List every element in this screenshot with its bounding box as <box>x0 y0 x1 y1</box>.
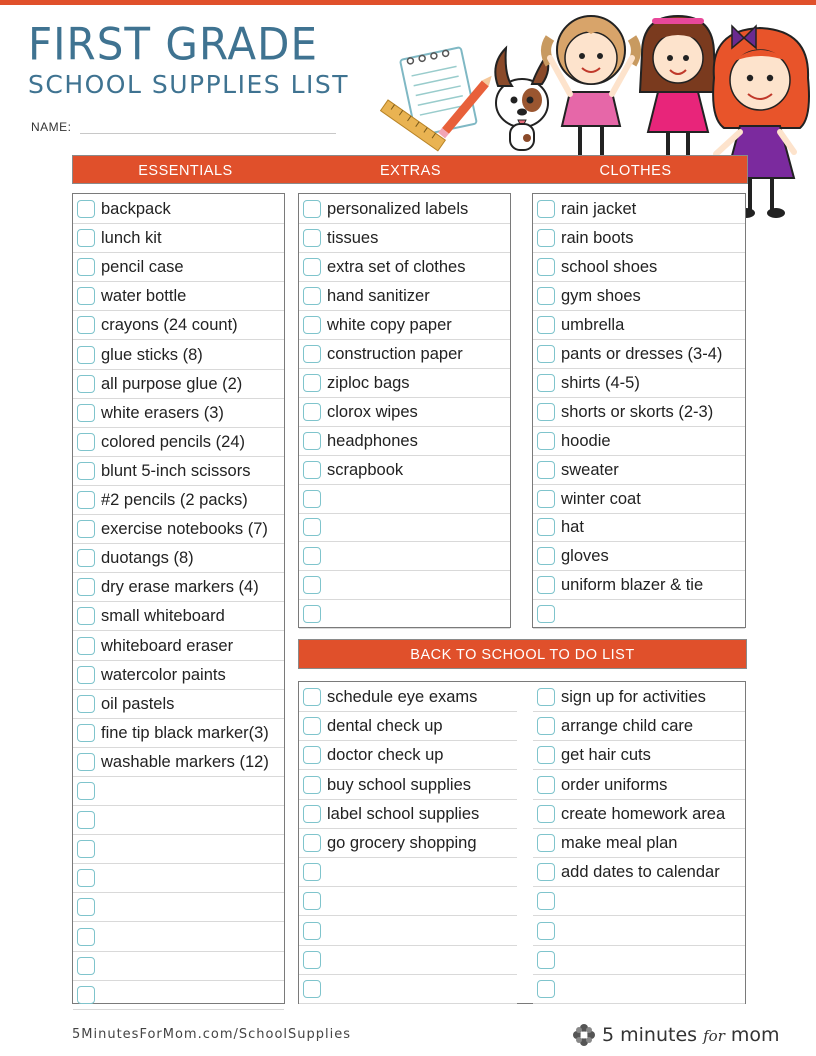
checklist-item[interactable] <box>299 829 517 858</box>
checkbox[interactable] <box>303 805 321 823</box>
checkbox[interactable] <box>77 869 95 887</box>
checkbox[interactable] <box>303 547 321 565</box>
checklist-item[interactable] <box>73 544 284 573</box>
checklist-item[interactable] <box>299 542 510 571</box>
checklist-item[interactable] <box>73 777 284 806</box>
checkbox[interactable] <box>303 374 321 392</box>
checklist-item[interactable] <box>73 981 284 1010</box>
checklist-item[interactable] <box>73 428 284 457</box>
checklist-item[interactable] <box>533 485 745 514</box>
checklist-item-label: extra set of clothes <box>327 257 466 276</box>
checklist-item[interactable] <box>533 456 745 485</box>
checkbox[interactable] <box>303 776 321 794</box>
checklist-item[interactable] <box>533 946 745 975</box>
checklist-item-label: crayons (24 count) <box>101 316 238 335</box>
checklist-item[interactable] <box>533 800 745 829</box>
checkbox[interactable] <box>77 753 95 771</box>
checkbox[interactable] <box>537 834 555 852</box>
checklist-item-label: small whiteboard <box>101 607 225 626</box>
checklist-item[interactable] <box>533 771 745 800</box>
checkbox[interactable] <box>537 461 555 479</box>
checkbox[interactable] <box>537 605 555 623</box>
checklist-item[interactable] <box>533 858 745 887</box>
checkbox[interactable] <box>77 462 95 480</box>
checklist-item[interactable] <box>299 340 510 369</box>
checkbox[interactable] <box>537 258 555 276</box>
checklist-item[interactable] <box>299 858 517 887</box>
checkbox[interactable] <box>303 490 321 508</box>
checklist-item-label: ziploc bags <box>327 373 410 392</box>
checklist-item[interactable] <box>299 253 510 282</box>
checklist-item-label: watercolor paints <box>101 665 226 684</box>
checklist-item[interactable] <box>73 253 284 282</box>
checklist-item[interactable] <box>533 917 745 946</box>
checkbox[interactable] <box>303 688 321 706</box>
checkbox[interactable] <box>303 605 321 623</box>
checkbox[interactable] <box>77 229 95 247</box>
checklist-item-label: order uniforms <box>561 775 668 794</box>
checkbox[interactable] <box>303 892 321 910</box>
checklist-item[interactable] <box>73 311 284 340</box>
checklist-item[interactable] <box>299 887 517 916</box>
name-label: NAME: <box>31 120 72 134</box>
checklist-item[interactable] <box>73 893 284 922</box>
checklist-item-label: rain boots <box>561 228 634 247</box>
checkbox[interactable] <box>303 922 321 940</box>
checkbox[interactable] <box>77 520 95 538</box>
todo-header: BACK TO SCHOOL TO DO LIST <box>298 639 747 669</box>
checklist-item[interactable] <box>299 369 510 398</box>
checklist-item[interactable] <box>533 311 745 340</box>
checklist-item-label: shirts (4-5) <box>561 373 640 392</box>
checklist-item-label: add dates to calendar <box>561 863 720 882</box>
checklist-item[interactable] <box>533 741 745 770</box>
flower-logo-icon <box>570 1021 598 1049</box>
checklist-item-label: water bottle <box>101 287 187 306</box>
checklist-item-label: all purpose glue (2) <box>101 374 243 393</box>
name-field[interactable] <box>80 133 336 134</box>
checklist-item[interactable] <box>299 485 510 514</box>
checklist-item[interactable] <box>73 399 284 428</box>
checklist-item[interactable] <box>533 712 745 741</box>
checklist-item[interactable] <box>299 224 510 253</box>
checklist-item-label: dental check up <box>327 717 443 736</box>
checkbox[interactable] <box>77 986 95 1004</box>
checklist-item-label: colored pencils (24) <box>101 432 245 451</box>
checkbox[interactable] <box>77 607 95 625</box>
checklist-item-label: label school supplies <box>327 804 480 823</box>
checklist-item[interactable] <box>533 253 745 282</box>
girl-red-hair-icon <box>713 26 809 218</box>
checklist-item[interactable] <box>299 946 517 975</box>
checkbox[interactable] <box>303 717 321 735</box>
checklist-item[interactable] <box>299 600 510 629</box>
checklist-item[interactable] <box>299 741 517 770</box>
checklist-item[interactable] <box>533 542 745 571</box>
checkbox[interactable] <box>537 287 555 305</box>
checklist-item[interactable] <box>533 683 745 712</box>
checkbox[interactable] <box>537 951 555 969</box>
checklist-item-label: schedule eye exams <box>327 688 478 706</box>
checkbox[interactable] <box>77 898 95 916</box>
checklist-item[interactable] <box>73 370 284 399</box>
checkbox[interactable] <box>77 840 95 858</box>
checkbox[interactable] <box>303 432 321 450</box>
checklist-item[interactable] <box>73 632 284 661</box>
checklist-item-label: go grocery shopping <box>327 834 477 852</box>
checklist-item[interactable] <box>299 975 517 1004</box>
checkbox[interactable] <box>77 287 95 305</box>
checkbox[interactable] <box>303 316 321 334</box>
checklist-item[interactable] <box>299 917 517 946</box>
checklist-item[interactable] <box>533 282 745 311</box>
checklist-item-label: tissues <box>327 228 379 247</box>
checklist-item-label: backpack <box>101 200 171 218</box>
checklist-item[interactable] <box>299 195 510 224</box>
checklist-item[interactable] <box>533 887 745 916</box>
checklist-item-label: create homework area <box>561 804 726 823</box>
checkbox[interactable] <box>303 258 321 276</box>
checklist-item[interactable] <box>299 456 510 485</box>
checklist-item[interactable] <box>73 282 284 311</box>
checkbox[interactable] <box>77 811 95 829</box>
checklist-item[interactable] <box>299 683 517 712</box>
checklist-item[interactable] <box>533 340 745 369</box>
checkbox[interactable] <box>77 695 95 713</box>
row-divider <box>299 1003 517 1004</box>
checkbox[interactable] <box>77 258 95 276</box>
puppy-icon <box>495 48 548 150</box>
checkbox[interactable] <box>537 518 555 536</box>
checklist-item[interactable] <box>73 515 284 544</box>
checklist-item-label: winter coat <box>561 489 641 508</box>
checklist-item-label: dry erase markers (4) <box>101 578 259 597</box>
checkbox[interactable] <box>303 229 321 247</box>
checklist-item[interactable] <box>533 600 745 629</box>
checklist-item[interactable] <box>73 457 284 486</box>
logo-text: 5 minutes for mom <box>602 1024 780 1046</box>
page-subtitle: SCHOOL SUPPLIES LIST <box>28 70 350 99</box>
checkbox[interactable] <box>537 547 555 565</box>
checklist-item-label: washable markers (12) <box>101 752 269 771</box>
checkbox[interactable] <box>537 490 555 508</box>
checklist-item-label: personalized labels <box>327 200 469 218</box>
checklist-item[interactable] <box>73 864 284 893</box>
checkbox[interactable] <box>77 578 95 596</box>
row-divider <box>73 1009 284 1010</box>
checklist-item[interactable] <box>299 800 517 829</box>
checklist-item[interactable] <box>73 573 284 602</box>
checkbox[interactable] <box>537 403 555 421</box>
checklist-item-label: rain jacket <box>561 200 637 218</box>
checkbox[interactable] <box>77 782 95 800</box>
checkbox[interactable] <box>537 432 555 450</box>
checklist-item[interactable] <box>533 224 745 253</box>
checklist-item-label: #2 pencils (2 packs) <box>101 491 248 509</box>
checklist-item-label: scrapbook <box>327 460 404 479</box>
checkbox[interactable] <box>303 345 321 363</box>
checklist-item[interactable] <box>73 341 284 370</box>
checkbox[interactable] <box>537 200 555 218</box>
checklist-item[interactable] <box>299 712 517 741</box>
checklist-item-label: duotangs (8) <box>101 549 194 568</box>
checkbox[interactable] <box>77 666 95 684</box>
checklist-item[interactable] <box>73 806 284 835</box>
checkbox[interactable] <box>537 980 555 998</box>
extras-header: EXTRAS <box>379 163 441 179</box>
checkbox[interactable] <box>303 403 321 421</box>
checklist-item-label: buy school supplies <box>327 775 472 794</box>
checkbox[interactable] <box>77 433 95 451</box>
clothes-header: CLOTHES <box>599 163 672 179</box>
checklist-item[interactable] <box>73 835 284 864</box>
checklist-item-label: sweater <box>561 460 619 479</box>
checklist-item-label: headphones <box>327 431 418 450</box>
checkbox[interactable] <box>537 922 555 940</box>
checklist-item-label: umbrella <box>561 315 625 334</box>
essentials-header: ESSENTIALS <box>138 163 233 179</box>
checklist-item-label: hoodie <box>561 431 611 450</box>
section-header-band <box>72 155 748 184</box>
todo-list <box>298 681 746 1004</box>
checklist-item[interactable] <box>73 195 284 224</box>
checkbox[interactable] <box>537 229 555 247</box>
checkbox[interactable] <box>537 576 555 594</box>
checklist-item[interactable] <box>299 513 510 542</box>
checklist-item-label: glue sticks (8) <box>101 345 203 364</box>
row-divider <box>299 628 510 629</box>
checklist-item-label: hat <box>561 518 584 537</box>
checkbox[interactable] <box>537 316 555 334</box>
row-divider <box>533 1003 745 1004</box>
checklist-item-label: lunch kit <box>101 229 162 248</box>
checkbox[interactable] <box>537 776 555 794</box>
checkbox[interactable] <box>303 576 321 594</box>
checkbox[interactable] <box>303 518 321 536</box>
checkbox[interactable] <box>77 491 95 509</box>
checkbox[interactable] <box>77 200 95 218</box>
checkbox[interactable] <box>303 863 321 881</box>
checklist-item[interactable] <box>299 398 510 427</box>
checklist-item[interactable] <box>533 195 745 224</box>
checklist-item[interactable] <box>533 975 745 1004</box>
checklist-item[interactable] <box>299 282 510 311</box>
checkbox[interactable] <box>303 461 321 479</box>
checkbox[interactable] <box>537 892 555 910</box>
checkbox[interactable] <box>303 746 321 764</box>
checklist-item-label: gloves <box>561 547 609 566</box>
checkbox[interactable] <box>77 928 95 946</box>
checklist-item[interactable] <box>533 369 745 398</box>
checkbox[interactable] <box>77 375 95 393</box>
checklist-item[interactable] <box>73 719 284 748</box>
clothes-list <box>532 193 746 628</box>
row-divider <box>533 628 745 629</box>
girl-pigtails-icon <box>546 16 636 164</box>
checklist-item-label: pants or dresses (3-4) <box>561 344 723 363</box>
checkbox[interactable] <box>77 346 95 364</box>
checkbox[interactable] <box>303 200 321 218</box>
checklist-item-label: pencil case <box>101 258 184 277</box>
checkbox[interactable] <box>77 404 95 422</box>
checkbox[interactable] <box>537 688 555 706</box>
checklist-item-label: construction paper <box>327 344 463 363</box>
checklist-item-label: shorts or skorts (2-3) <box>561 402 714 421</box>
checklist-item-label: white copy paper <box>327 315 452 334</box>
checkbox[interactable] <box>303 834 321 852</box>
checklist-item-label: whiteboard eraser <box>101 636 234 655</box>
checklist-item[interactable] <box>73 486 284 515</box>
checklist-item-label: white erasers (3) <box>101 403 224 422</box>
checkbox[interactable] <box>537 863 555 881</box>
checklist-item[interactable] <box>533 398 745 427</box>
checklist-item[interactable] <box>533 829 745 858</box>
checklist-item[interactable] <box>73 923 284 952</box>
checklist-item-label: fine tip black marker(3) <box>101 723 269 742</box>
extras-list <box>298 193 511 628</box>
page-title: FIRST GRADE <box>28 18 319 71</box>
top-accent-bar <box>0 0 816 5</box>
checklist-item-label: uniform blazer & tie <box>561 576 704 595</box>
checklist-item-label: exercise notebooks (7) <box>101 520 268 539</box>
checklist-item[interactable] <box>73 690 284 719</box>
checklist-item[interactable] <box>299 311 510 340</box>
checklist-item[interactable] <box>73 748 284 777</box>
checklist-item-label: hand sanitizer <box>327 286 430 305</box>
checkbox[interactable] <box>77 637 95 655</box>
checklist-item[interactable] <box>299 571 510 600</box>
checklist-item[interactable] <box>299 427 510 456</box>
brand-logo <box>570 1021 780 1049</box>
checkbox[interactable] <box>77 957 95 975</box>
checklist-item[interactable] <box>533 427 745 456</box>
checkbox[interactable] <box>537 746 555 764</box>
checklist-item[interactable] <box>73 602 284 631</box>
checklist-item-label: doctor check up <box>327 746 444 765</box>
footer-url[interactable]: 5MinutesForMom.com/SchoolSupplies <box>72 1027 352 1042</box>
checkbox[interactable] <box>77 724 95 742</box>
checkbox[interactable] <box>77 549 95 567</box>
essentials-list <box>72 193 285 1004</box>
checklist-item[interactable] <box>73 952 284 981</box>
checklist-item[interactable] <box>73 224 284 253</box>
checkbox[interactable] <box>537 345 555 363</box>
checklist-item-label: arrange child care <box>561 717 694 736</box>
checklist-item-label: sign up for activities <box>561 688 706 706</box>
checkbox[interactable] <box>303 951 321 969</box>
checklist-item-label: clorox wipes <box>327 402 418 421</box>
girl-bob-icon <box>640 16 716 166</box>
checkbox[interactable] <box>537 717 555 735</box>
checklist-item-label: get hair cuts <box>561 746 651 765</box>
checkbox[interactable] <box>537 374 555 392</box>
checklist-item-label: make meal plan <box>561 834 678 852</box>
checklist-item[interactable] <box>299 771 517 800</box>
checklist-item-label: school shoes <box>561 257 658 276</box>
checklist-item[interactable] <box>533 513 745 542</box>
checkbox[interactable] <box>537 805 555 823</box>
checklist-item-label: gym shoes <box>561 286 641 305</box>
checkbox[interactable] <box>77 316 95 334</box>
checklist-item[interactable] <box>73 661 284 690</box>
checklist-item[interactable] <box>533 571 745 600</box>
checklist-item-label: oil pastels <box>101 694 175 713</box>
checkbox[interactable] <box>303 980 321 998</box>
checkbox[interactable] <box>303 287 321 305</box>
checklist-item-label: blunt 5-inch scissors <box>101 461 251 480</box>
